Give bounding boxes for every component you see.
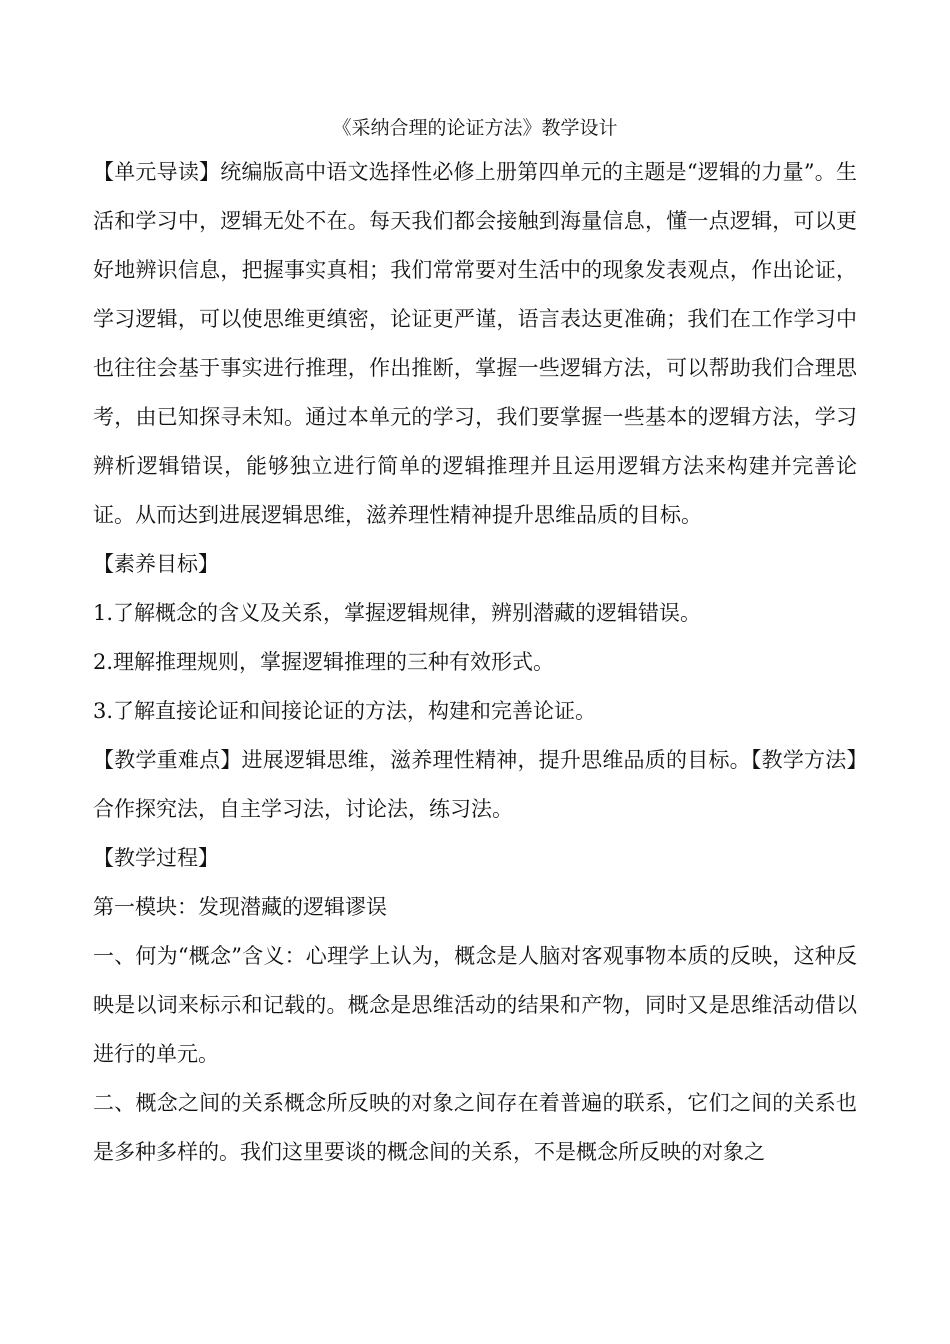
paragraph-concept-definition: 一、何为“概念”含义：心理学上认为，概念是人脑对客观事物本质的反映，这种反映是以词来标示和记载的。概念是思维活动的结果和产物，同时又是思维活动借以进行的单元。	[93, 944, 857, 1066]
paragraph-concept-relations: 二、概念之间的关系概念所反映的对象之间存在着普遍的联系，它们之间的关系也是多种多样的。我们这里要谈的概念间的关系，不是概念所反映的对象之	[93, 1091, 857, 1164]
paragraph-key-points-methods: 【教学重难点】进展逻辑思维，滋养理性精神，提升思维品质的目标。【教学方法】合作探究法，自主学习法，讨论法，练习法。	[93, 748, 857, 821]
paragraph-module-1-heading: 第一模块：发现潜藏的逻辑谬误	[93, 895, 387, 919]
document-title: 《采纳合理的论证方法》教学设计	[332, 117, 618, 139]
paragraph-literacy-goals-heading: 【素养目标】	[93, 552, 219, 576]
paragraph-teaching-process-heading: 【教学过程】	[93, 846, 219, 870]
document-page	[93, 108, 857, 1177]
paragraph-goal-3: 3.了解直接论证和间接论证的方法，构建和完善论证。	[93, 699, 597, 723]
paragraph-goal-1: 1.了解概念的含义及关系，掌握逻辑规律，辨别潜藏的逻辑错误。	[93, 601, 702, 625]
paragraph-unit-intro: 【单元导读】统编版高中语文选择性必修上册第四单元的主题是“逻辑的力量”。生活和学习中，逻辑无处不在。每天我们都会接触到海量信息，懂一点逻辑，可以更好地辨识信息，把握事实真相；我们常常要对生活中的现象发表观点，作出论证，学习逻辑，可以使思维更缜密，论证更严谨，语言表达更准确；我们在工作学习中也往往会基于事实进行推理，作出推断，掌握一些逻辑方法，可以帮助我们合理思考，由已知探寻未知。通过本单元的学习，我们要掌握一些基本的逻辑方法，学习辨析逻辑错误，能够独立进行简单的逻辑推理并且运用逻辑方法来构建并完善论证。从而达到进展逻辑思维，滋养理性精神提升思维品质的目标。	[93, 160, 857, 527]
paragraph-goal-2: 2.理解推理规则，掌握逻辑推理的三种有效形式。	[93, 650, 555, 674]
